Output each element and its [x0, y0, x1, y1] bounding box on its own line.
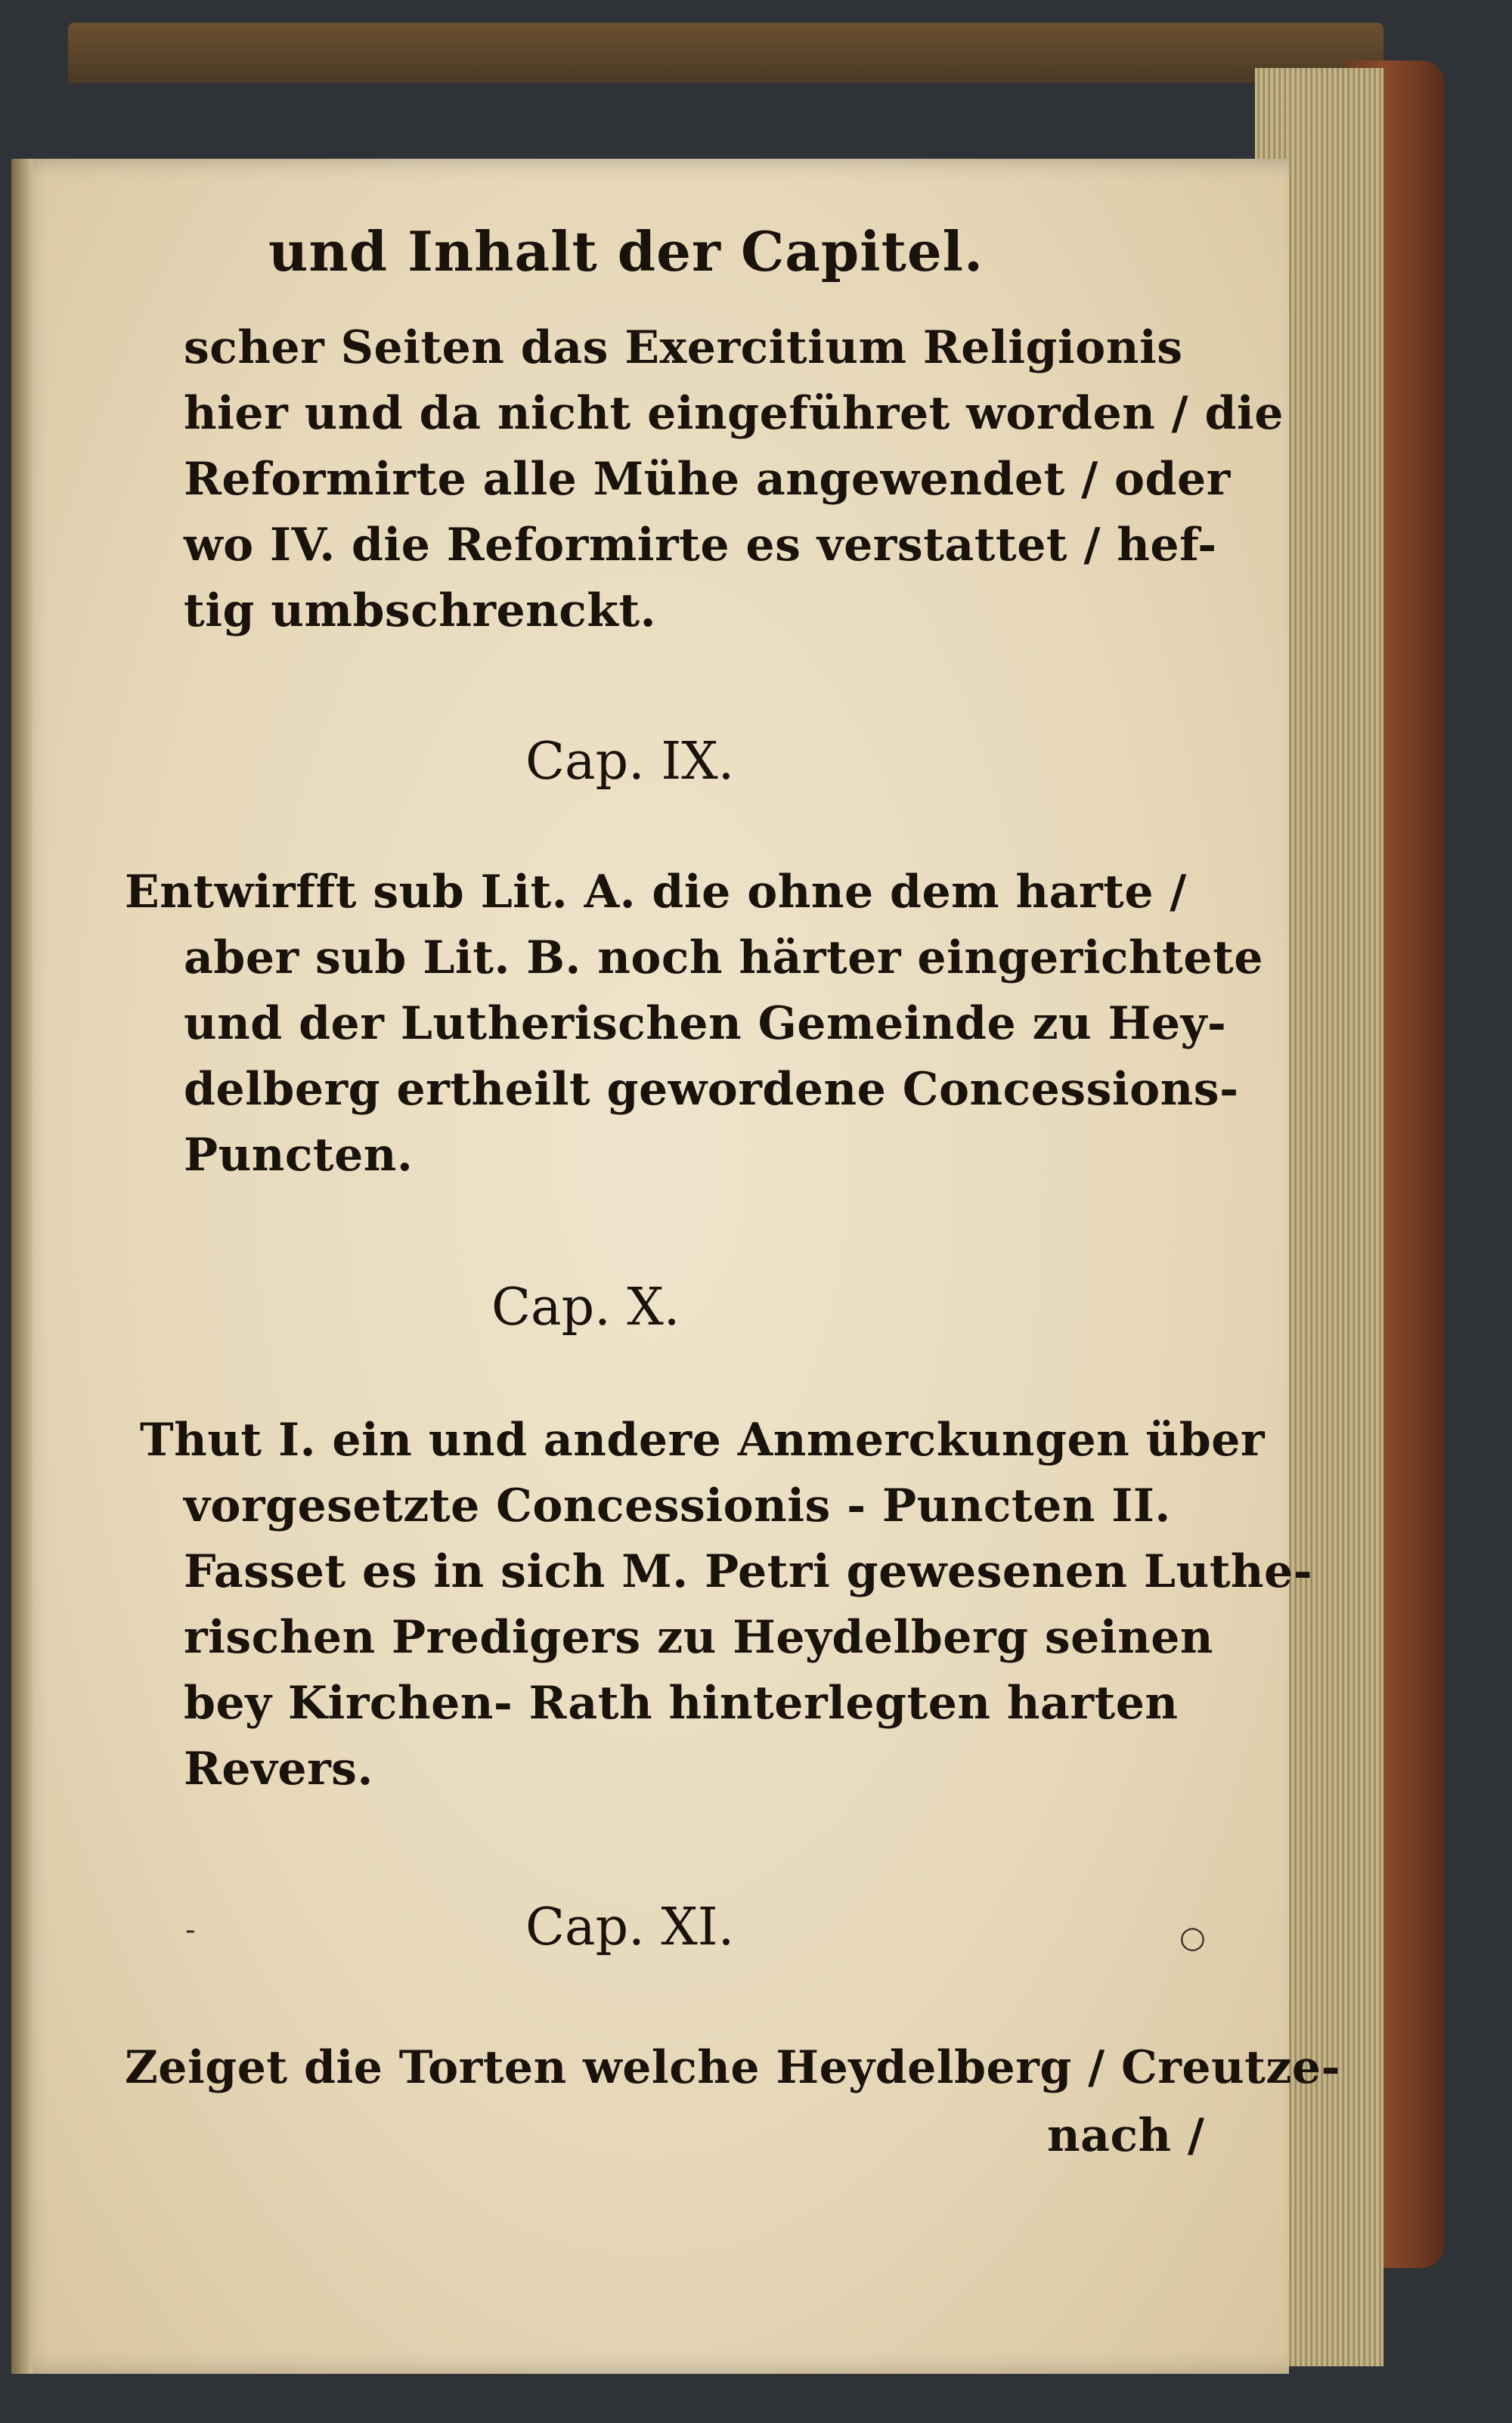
chapter-heading: Cap. IX. [525, 732, 735, 792]
text-line: tig umbschrenckt. [184, 584, 656, 637]
text-line: Revers. [184, 1743, 373, 1796]
running-head: und Inhalt der Capitel. [268, 219, 984, 284]
text-line: rischen Predigers zu Heydelberg seinen [184, 1611, 1214, 1664]
text-line: Puncten. [184, 1129, 414, 1182]
text-line: aber sub Lit. B. noch härter eingerichtete [184, 931, 1263, 984]
chapter-heading: Cap. XI. [525, 1898, 735, 1957]
text-line: vorgesetzte Concessionis - Puncten II. [184, 1480, 1171, 1532]
text-line: delberg ertheilt gewordene Concessions- [184, 1063, 1239, 1116]
paper-blemish: ○ [1179, 1920, 1206, 1955]
paper-blemish: - [185, 1913, 196, 1947]
text-line: nach / [1047, 2109, 1205, 2162]
text-line: Fasset es in sich M. Petri gewesenen Luthe- [184, 1545, 1313, 1598]
text-line: hier und da nicht eingeführet worden / die [184, 387, 1284, 440]
chapter-heading: Cap. X. [491, 1278, 680, 1337]
text-line: Reformirte alle Mühe angewendet / oder [184, 453, 1231, 506]
text-line: scher Seiten das Exercitium Religionis [184, 321, 1183, 374]
text-line: Entwirfft sub Lit. A. die ohne dem harte / [125, 866, 1187, 919]
text-line: und der Lutherischen Gemeinde zu Hey- [184, 997, 1227, 1050]
text-line: Zeiget die Torten welche Heydelberg / Creutze- [125, 2041, 1340, 2094]
page-gutter [11, 159, 33, 2374]
book-top-edge [68, 23, 1383, 83]
book-page [11, 159, 1340, 2374]
text-line: Thut I. ein und andere Anmerckungen über [140, 1414, 1266, 1467]
text-line: bey Kirchen- Rath hinterlegten harten [184, 1677, 1179, 1730]
text-line: wo IV. die Reformirte es verstattet / hef- [184, 519, 1217, 572]
